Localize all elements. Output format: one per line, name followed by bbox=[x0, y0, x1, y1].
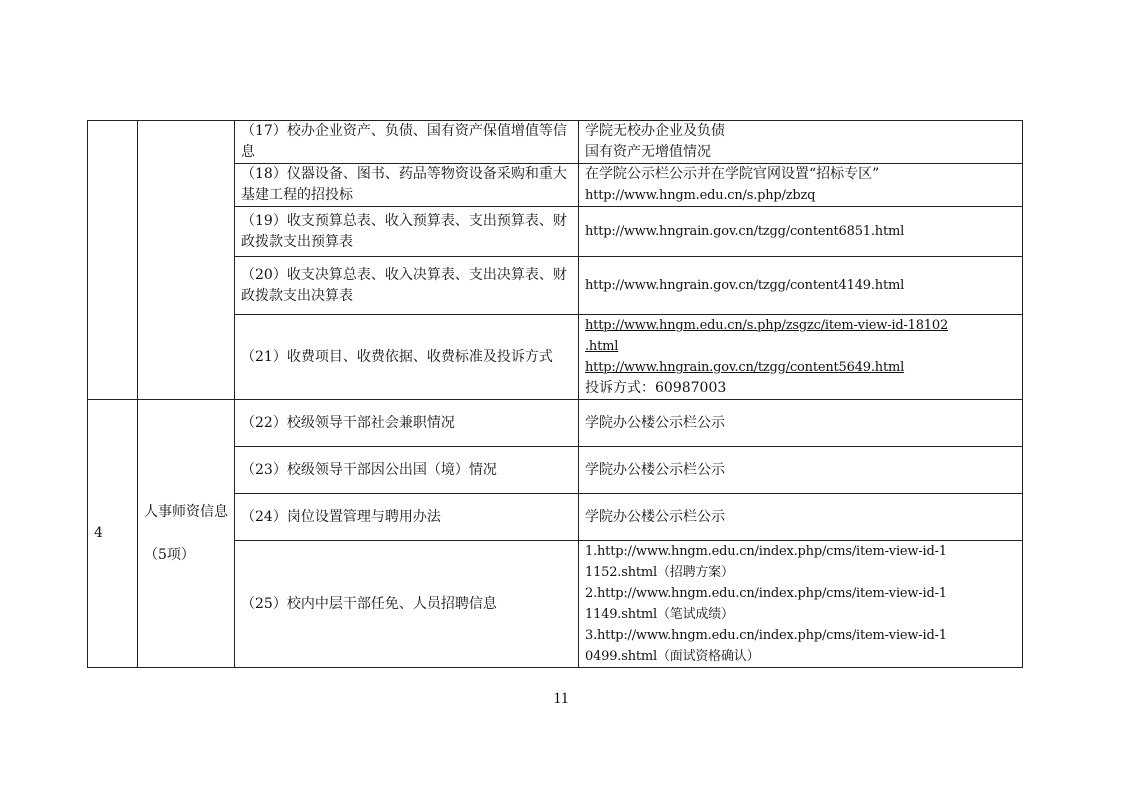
disclosure-link[interactable]: http://www.hngrain.gov.cn/tzgg/content5649.html bbox=[585, 360, 905, 375]
disclosure-cell bbox=[579, 541, 1023, 668]
table-body bbox=[88, 121, 1023, 668]
disclosure-text: 1152.shtml（招聘方案） bbox=[585, 565, 734, 580]
item-cell bbox=[235, 541, 579, 668]
item-text: （19）收支预算总表、收入预算表、支出预算表、财政拨款支出预算表 bbox=[241, 212, 567, 250]
item-cell bbox=[235, 400, 579, 447]
disclosure-cell bbox=[579, 121, 1023, 164]
category-count: （5项） bbox=[144, 546, 195, 563]
disclosure-text: http://www.hngm.edu.cn/s.php/zbzq bbox=[585, 188, 816, 203]
item-cell bbox=[235, 257, 579, 315]
disclosure-text: 在学院公示栏公示并在学院官网设置“招标专区” bbox=[585, 166, 880, 182]
disclosure-cell bbox=[579, 400, 1023, 447]
item-text: （21）收费项目、收费依据、收费标准及投诉方式 bbox=[241, 348, 553, 365]
disclosure-cell bbox=[579, 257, 1023, 315]
page-number: 11 bbox=[553, 690, 569, 707]
disclosure-text: 学院办公楼公示栏公示 bbox=[585, 414, 725, 431]
disclosure-text: 1149.shtml（笔试成绩） bbox=[585, 607, 734, 622]
disclosure-text: 学院无校办企业及负债 bbox=[585, 123, 725, 139]
disclosure-link[interactable]: http://www.hngm.edu.cn/s.php/zsgzc/item-view-id-18102 bbox=[585, 318, 949, 333]
disclosure-table bbox=[87, 120, 1023, 668]
disclosure-cell bbox=[579, 164, 1023, 207]
item-cell bbox=[235, 447, 579, 494]
disclosure-text: 学院办公楼公示栏公示 bbox=[585, 461, 725, 478]
disclosure-cell bbox=[579, 447, 1023, 494]
item-text: （18）仪器设备、图书、药品等物资设备采购和重大基建工程的招投标 bbox=[241, 166, 567, 203]
item-text: （20）收支决算总表、收入决算表、支出决算表、财政拨款支出决算表 bbox=[241, 266, 567, 304]
item-cell bbox=[235, 207, 579, 257]
disclosure-text: http://www.hngrain.gov.cn/tzgg/content6851.html bbox=[585, 224, 905, 239]
item-text: （23）校级领导干部因公出国（境）情况 bbox=[241, 461, 497, 478]
category-label-cell bbox=[138, 121, 235, 400]
item-cell bbox=[235, 164, 579, 207]
category-number: 4 bbox=[94, 525, 103, 541]
category-label: 人事师资信息 bbox=[144, 503, 228, 520]
disclosure-text: 学院办公楼公示栏公示 bbox=[585, 508, 725, 525]
item-cell bbox=[235, 494, 579, 541]
table-row bbox=[88, 121, 1023, 164]
disclosure-text: 投诉方式：60987003 bbox=[585, 380, 727, 396]
disclosure-cell bbox=[579, 494, 1023, 541]
item-cell bbox=[235, 315, 579, 400]
disclosure-text: 0499.shtml（面试资格确认） bbox=[585, 649, 760, 664]
disclosure-text: 3.http://www.hngm.edu.cn/index.php/cms/item-view-id-1 bbox=[585, 628, 947, 643]
disclosure-text: 1.http://www.hngm.edu.cn/index.php/cms/item-view-id-1 bbox=[585, 544, 947, 559]
item-text: （22）校级领导干部社会兼职情况 bbox=[241, 414, 455, 431]
disclosure-cell bbox=[579, 315, 1023, 400]
table-row bbox=[88, 400, 1023, 447]
category-number-cell bbox=[88, 400, 138, 668]
disclosure-text: 2.http://www.hngm.edu.cn/index.php/cms/item-view-id-1 bbox=[585, 586, 947, 601]
item-text: （17）校办企业资产、负债、国有资产保值增值等信息 bbox=[241, 123, 567, 160]
category-label-cell bbox=[138, 400, 235, 668]
item-cell bbox=[235, 121, 579, 164]
disclosure-text: 国有资产无增值情况 bbox=[585, 144, 711, 160]
disclosure-text: http://www.hngrain.gov.cn/tzgg/content4149.html bbox=[585, 278, 905, 293]
disclosure-cell bbox=[579, 207, 1023, 257]
disclosure-link[interactable]: .html bbox=[585, 339, 619, 354]
item-text: （24）岗位设置管理与聘用办法 bbox=[241, 508, 441, 525]
item-text: （25）校内中层干部任免、人员招聘信息 bbox=[241, 595, 497, 612]
category-number-cell bbox=[88, 121, 138, 400]
